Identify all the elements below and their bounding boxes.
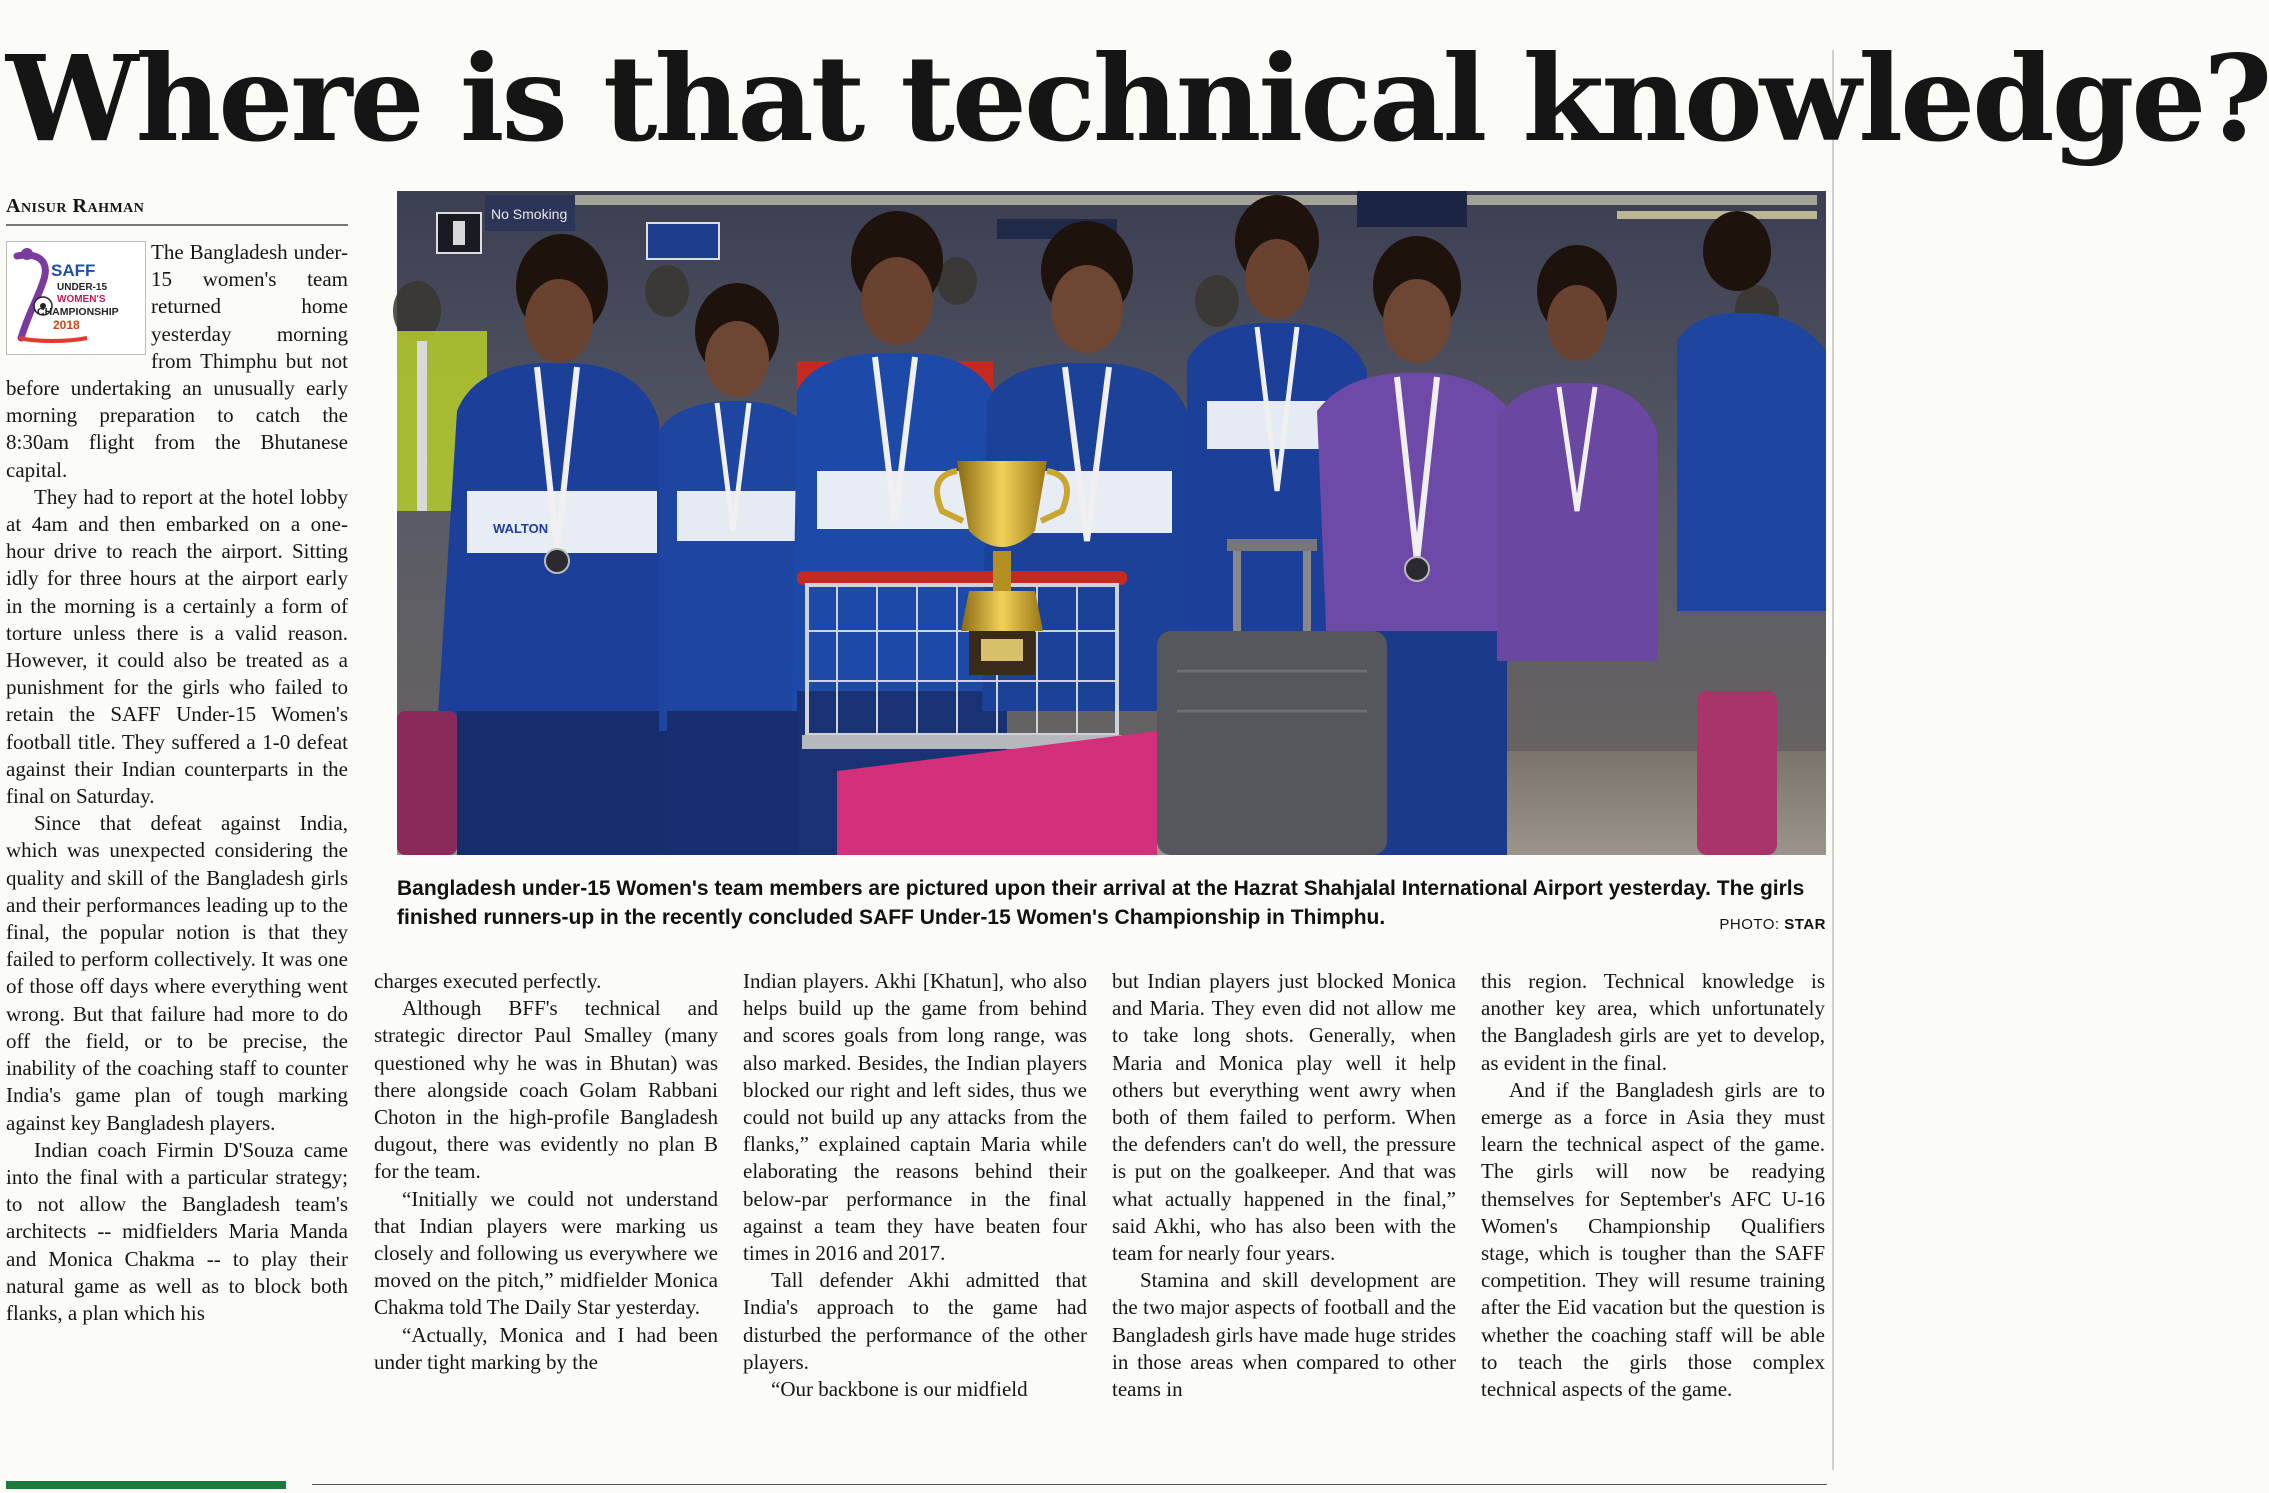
- paragraph: “Our backbone is our midfield: [771, 1377, 1028, 1402]
- page-right-rule: [1832, 50, 1834, 1470]
- article-column-5: [1481, 968, 1825, 1403]
- paragraph: Tall defender Akhi admitted that India's approach to the game had disturbed the performance of the other players.: [743, 1268, 1087, 1374]
- article-column-3: [743, 968, 1087, 1403]
- paragraph: but Indian players just blocked Monica and Maria. They even did not allow me to take long shots. Generally, when Maria and Monica play well it help others but everything went awry when both of them failed to perform. When the defenders can't do well, the pressure is put on the goalkeeper. And that was what actually happened in the final,” said Akhi, who has also been with the team for nearly four years.: [1112, 969, 1456, 1266]
- logo-line5: 2018: [53, 318, 80, 332]
- paragraph: “Actually, Monica and I had been under tight marking by the: [374, 1322, 718, 1374]
- paragraph: Although BFF's technical and strategic director Paul Smalley (many questioned why he was in Bhutan) was there alongside coach Golam Rabbani Choton in the high-profile Bangladesh dugout, there was evidently no plan B for the team.: [374, 996, 718, 1184]
- paragraph: this region. Technical knowledge is another key area, which unfortunately the Bangladesh girls are yet to develop, as evident in the final.: [1481, 969, 1825, 1075]
- photo-caption: Bangladesh under-15 Women's team members are pictured upon their arrival at the Hazrat Shahjalal International Airport yesterday. The girls finished runners-up in the recently concluded SAFF Under-15 Women's Championship in Thimphu.: [397, 877, 1805, 929]
- paragraph: charges executed perfectly.: [374, 969, 602, 993]
- paragraph: Stamina and skill development are the two major aspects of football and the Bangladesh girls have made huge strides in those areas when compared to other teams in: [1112, 1268, 1456, 1402]
- paragraph: They had to report at the hotel lobby at 4am and then embarked on a one-hour drive to reach the airport. Sitting idly for three hours at the airport early in the morning is a certainly a form of torture unless there is a valid reason. However, it could also be treated as a punishment for the girls who failed to retain the SAFF Under-15 Women's football title. They suffered a 1-0 defeat against their Indian counterparts in the final on Saturday.: [6, 484, 348, 809]
- article-column-4: [1112, 968, 1456, 1403]
- logo-line4: CHAMPIONSHIP: [37, 306, 119, 318]
- paragraph: “Initially we could not understand that Indian players were marking us closely and following us everywhere we moved on the pitch,” midfielder Monica Chakma told The Daily Star yesterday.: [374, 1186, 718, 1320]
- logo-line3: WOMEN'S: [57, 294, 106, 305]
- logo-line2: UNDER-15: [57, 282, 108, 293]
- team-arrival-photo: [397, 191, 1826, 855]
- byline: Anisur Rahman: [6, 195, 348, 226]
- photo-credit-source: STAR: [1784, 916, 1826, 933]
- paragraph: Since that defeat against India, which was unexpected considering the quality and skill of the Bangladesh girls and their performances leading up to the final, the popular notion is that they failed to perform collectively. It was one of those off days where everything went wrong. But that failure had more to do off the field, or to be precise, the inability of the coaching staff to counter India's game plan of tough marking against key Bangladesh players.: [6, 811, 348, 1135]
- info-sign-icon: [647, 223, 719, 259]
- photo-credit-label: PHOTO:: [1719, 916, 1780, 933]
- headline: Where is that technical knowledge?: [6, 29, 2269, 168]
- paragraph: The Bangladesh under-15 women's team returned home yesterday morning from Thimphu but not before undertaking an unusually early morning preparation to catch the 8:30am flight from the Bhutanese capital.: [6, 240, 348, 482]
- paragraph: And if the Bangladesh girls are to emerge as a force in Asia they must learn the technical aspect of the game. The girls will now be readying themselves for September's AFC U-16 Women's Championship Qualifiers stage, which is tougher than the SAFF competition. They will resume training after the Eid vacation but the question is whether the coaching staff will be able to teach the girls those complex technical aspects of the game.: [1481, 1077, 1825, 1402]
- article-column-1: [6, 239, 348, 1327]
- photo-credit: [1719, 916, 1826, 933]
- section-accent-bar: [6, 1481, 286, 1489]
- logo-wrap-space: [6, 239, 151, 355]
- article-column-2: [374, 968, 718, 1376]
- bottom-rule: [312, 1484, 1827, 1485]
- logo-line1: SAFF: [51, 261, 96, 280]
- paragraph: Indian coach Firmin D'Souza came into the final with a particular strategy; to not allow the Bangladesh team's architects -- midfielders Maria Manda and Monica Chakma -- to play their natural game as well as to block both flanks, a plan which his: [6, 1137, 348, 1325]
- no-smoking-sign: No Smoking: [491, 206, 568, 222]
- paragraph: Indian players. Akhi [Khatun], who also helps build up the game from behind and scores goals from long range, was also marked. Besides, the Indian players blocked our right and left sides, thus we could not build up any attacks from the flanks,” explained captain Maria while elaborating the reasons behind their below-par performance in the final against a team they have beaten four times in 2016 and 2017.: [743, 969, 1087, 1266]
- jacket-brand-label: WALTON: [493, 521, 549, 536]
